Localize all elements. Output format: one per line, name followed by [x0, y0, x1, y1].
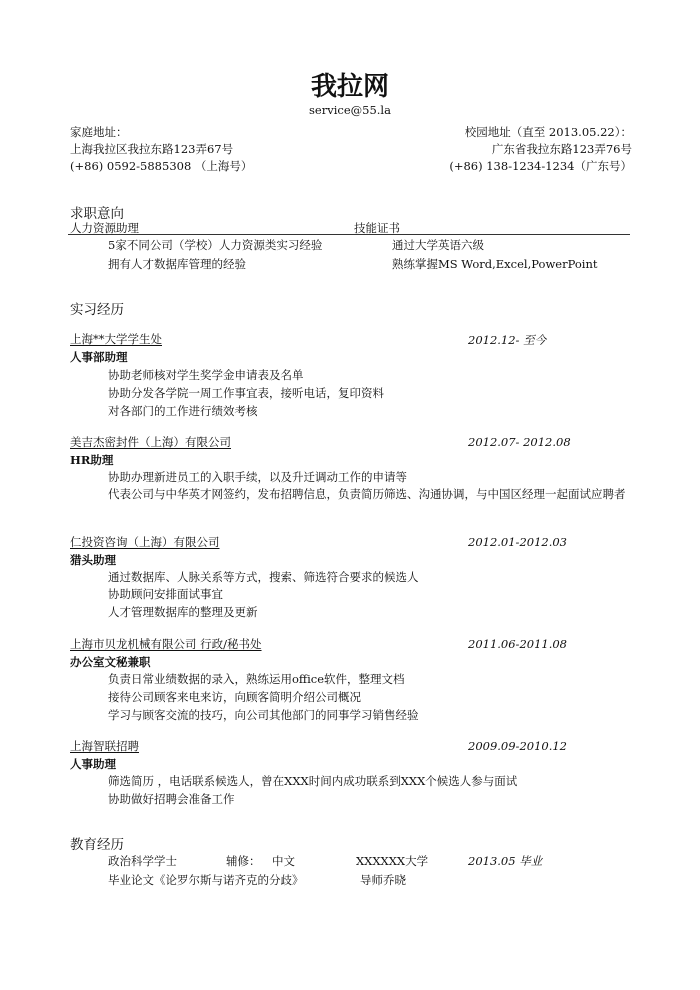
internship-role: 办公室文秘兼职 [70, 655, 151, 669]
internship-org: 美吉杰密封件（上海）有限公司 [70, 435, 231, 449]
education-title: 教育经历 [70, 837, 124, 853]
internship-role: 猎头助理 [70, 553, 116, 567]
internship-duty: 协助办理新进员工的入职手续，以及升迁调动工作的申请等 [108, 470, 407, 484]
internship-org: 上海智联招聘 [70, 739, 139, 753]
objective-rule [68, 234, 630, 235]
campus-address: 广东省我拉东路123弄76号 [491, 142, 632, 156]
internship-duty: 对各部门的工作进行绩效考核 [108, 404, 258, 418]
position-label: 人力资源助理 [70, 221, 139, 235]
internship-org: 仁投资咨询（上海）有限公司 [70, 535, 220, 549]
internship-duty: 接待公司顾客来电来访，向顾客简明介绍公司概况 [108, 690, 361, 704]
internship-duty: 代表公司与中华英才网签约，发布招聘信息，负责简历筛选、沟通协调，与中国区经理一起面试应聘者 [108, 487, 626, 501]
skill-item: 熟练掌握MS Word,Excel,PowerPoint [392, 257, 598, 271]
internship-date: 2012.07- 2012.08 [468, 435, 571, 449]
campus-phone: (+86) 138-1234-1234（广东号） [449, 159, 632, 173]
internship-duty: 学习与顾客交流的技巧，向公司其他部门的同事学习销售经验 [108, 708, 419, 722]
objective-title: 求职意向 [70, 206, 124, 222]
education-minor: 中文 [272, 854, 295, 868]
internship-duty: 协助分发各学院一周工作事宜表，接听电话，复印资料 [108, 386, 384, 400]
education-minor-label: 辅修： [226, 854, 261, 868]
internship-duty: 筛选简历 ，电话联系候选人，曾在XXX时间内成功联系到XXX个候选人参与面试 [108, 774, 518, 788]
internship-org: 上海**大学学生处 [70, 332, 162, 346]
skills-label: 技能证书 [354, 221, 400, 235]
internship-duty: 通过数据库、人脉关系等方式，搜索、筛选符合要求的候选人 [108, 570, 419, 584]
internship-date: 2012.01-2012.03 [468, 535, 567, 549]
education-advisor: 导师乔晓 [360, 873, 406, 887]
internship-duty: 协助老师核对学生奖学金申请表及名单 [108, 368, 304, 382]
internship-date: 2009.09-2010.12 [468, 739, 567, 753]
home-address-label: 家庭地址： [70, 125, 128, 139]
internship-duty: 协助顾问安排面试事宜 [108, 587, 223, 601]
position-item: 5家不同公司（学校）人力资源类实习经验 [108, 238, 323, 252]
internship-role: 人事助理 [70, 757, 116, 771]
resume-name: 我拉网 [310, 72, 389, 102]
internship-duty: 人才管理数据库的整理及更新 [108, 605, 258, 619]
skill-item: 通过大学英语六级 [392, 238, 484, 252]
home-phone: (+86) 0592-5885308 （上海号） [70, 159, 253, 173]
internships-title: 实习经历 [70, 302, 124, 318]
campus-address-label: 校园地址（直至 2013.05.22）： [464, 125, 632, 139]
internship-role: HR助理 [70, 453, 114, 467]
internship-duty: 负责日常业绩数据的录入，熟练运用office软件，整理文档 [108, 672, 405, 686]
internship-date: 2011.06-2011.08 [468, 637, 567, 651]
education-thesis: 毕业论文《论罗尔斯与诺齐克的分歧》 [108, 873, 304, 887]
email: service@55.la [309, 103, 391, 117]
internship-date: 2012.12- 至今 [468, 333, 547, 347]
education-school: XXXXXX大学 [356, 854, 429, 868]
education-date: 2013.05 毕业 [468, 854, 543, 868]
internship-org: 上海市贝龙机械有限公司 行政/秘书处 [70, 637, 262, 651]
education-degree: 政治科学学士 [108, 854, 177, 868]
position-item: 拥有人才数据库管理的经验 [108, 257, 246, 271]
home-address: 上海我拉区我拉东路123弄67号 [70, 142, 234, 156]
internship-role: 人事部助理 [70, 350, 128, 364]
internship-duty: 协助做好招聘会准备工作 [108, 792, 235, 806]
